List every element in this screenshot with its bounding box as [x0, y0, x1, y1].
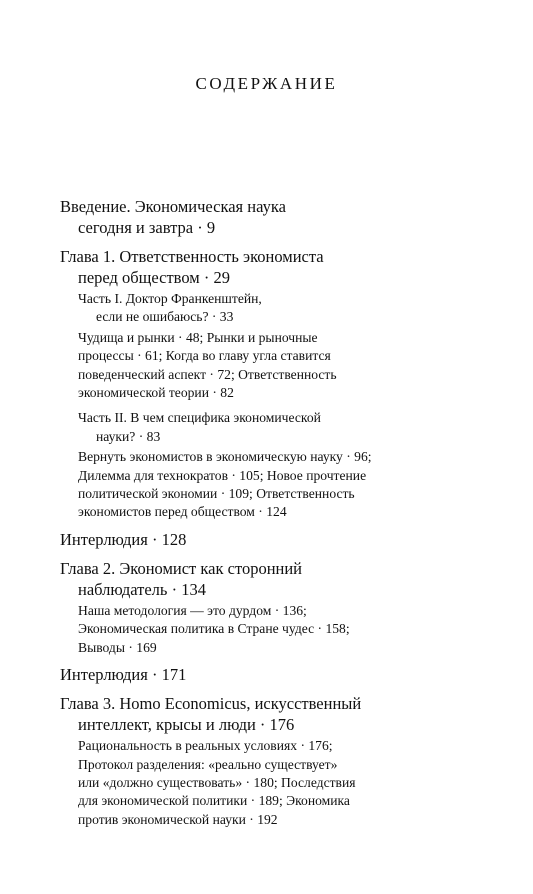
- toc-section-line: Рациональность в реальных условиях · 176;: [78, 738, 333, 754]
- toc-entry-chapter-2[interactable]: [60, 558, 480, 600]
- toc-entry-introduction[interactable]: [60, 196, 480, 238]
- toc-section-line: Чудища и рынки · 48; Рынки и рыночные: [78, 329, 318, 345]
- toc-entry-line: Интерлюдия · 128: [60, 529, 187, 549]
- toc-entry-line: интеллект, крысы и люди · 176: [78, 715, 295, 735]
- toc-entry-line: сегодня и завтра · 9: [78, 218, 216, 237]
- toc-section-line: Наша методология — это дурдом · 136;: [78, 602, 307, 618]
- toc-section-line: Выводы · 169: [78, 639, 157, 655]
- table-of-contents: [60, 196, 480, 836]
- toc-entry-chapter-1[interactable]: [60, 246, 480, 288]
- toc-section-line: Экономическая политика в Стране чудес · 158;: [78, 621, 350, 637]
- toc-entry-line: Введение. Экономическая наука: [60, 197, 286, 216]
- toc-entry-line: Часть I. Доктор Франкенштейн,: [78, 291, 262, 306]
- toc-section-line: Вернуть экономистов в экономическую науку · 96;: [78, 449, 372, 465]
- toc-section-line: или «должно существовать» · 180; Последствия: [78, 774, 356, 790]
- toc-entry-part-1[interactable]: [60, 290, 480, 327]
- toc-entry-line: науки? · 83: [96, 428, 161, 444]
- toc-entry-part-2[interactable]: [60, 409, 480, 446]
- toc-section-line: поведенческий аспект · 72; Ответственность: [78, 366, 337, 382]
- toc-entry-interlude-1[interactable]: [60, 529, 480, 550]
- toc-section-line: экономической теории · 82: [78, 385, 234, 401]
- toc-section-line: процессы · 61; Когда во главу угла ставится: [78, 348, 331, 364]
- toc-entry-line: Глава 1. Ответственность экономиста: [60, 247, 324, 266]
- page-title: СОДЕРЖАНИЕ: [195, 74, 338, 93]
- toc-sections-chapter-2[interactable]: [60, 602, 480, 657]
- toc-entry-line: наблюдатель · 134: [78, 579, 206, 599]
- toc-sections-chapter-3[interactable]: [60, 737, 480, 829]
- toc-entry-line: перед обществом · 29: [78, 268, 230, 287]
- toc-entry-chapter-3[interactable]: [60, 693, 480, 735]
- toc-entry-line: Глава 2. Экономист как сторонний: [60, 558, 303, 578]
- toc-entry-line: Глава 3. Homo Economicus, искусственный: [60, 694, 362, 714]
- toc-section-line: против экономической науки · 192: [78, 811, 278, 827]
- toc-entry-line: Часть II. В чем специфика экономической: [78, 410, 321, 426]
- toc-sections-part-2[interactable]: [60, 448, 480, 522]
- toc-section-line: политической экономии · 109; Ответственность: [78, 486, 355, 502]
- toc-entry-line: Интерлюдия · 171: [60, 665, 187, 685]
- toc-entry-line: если не ошибаюсь? · 33: [96, 309, 234, 325]
- toc-section-line: экономистов перед обществом · 124: [78, 504, 287, 520]
- toc-section-line: для экономической политики · 189; Экономика: [78, 793, 350, 809]
- toc-entry-interlude-2[interactable]: [60, 664, 480, 685]
- toc-sections-part-1[interactable]: [60, 329, 480, 403]
- toc-section-line: Протокол разделения: «реально существует»: [78, 756, 338, 772]
- toc-section-line: Дилемма для технократов · 105; Новое прочтение: [78, 467, 367, 483]
